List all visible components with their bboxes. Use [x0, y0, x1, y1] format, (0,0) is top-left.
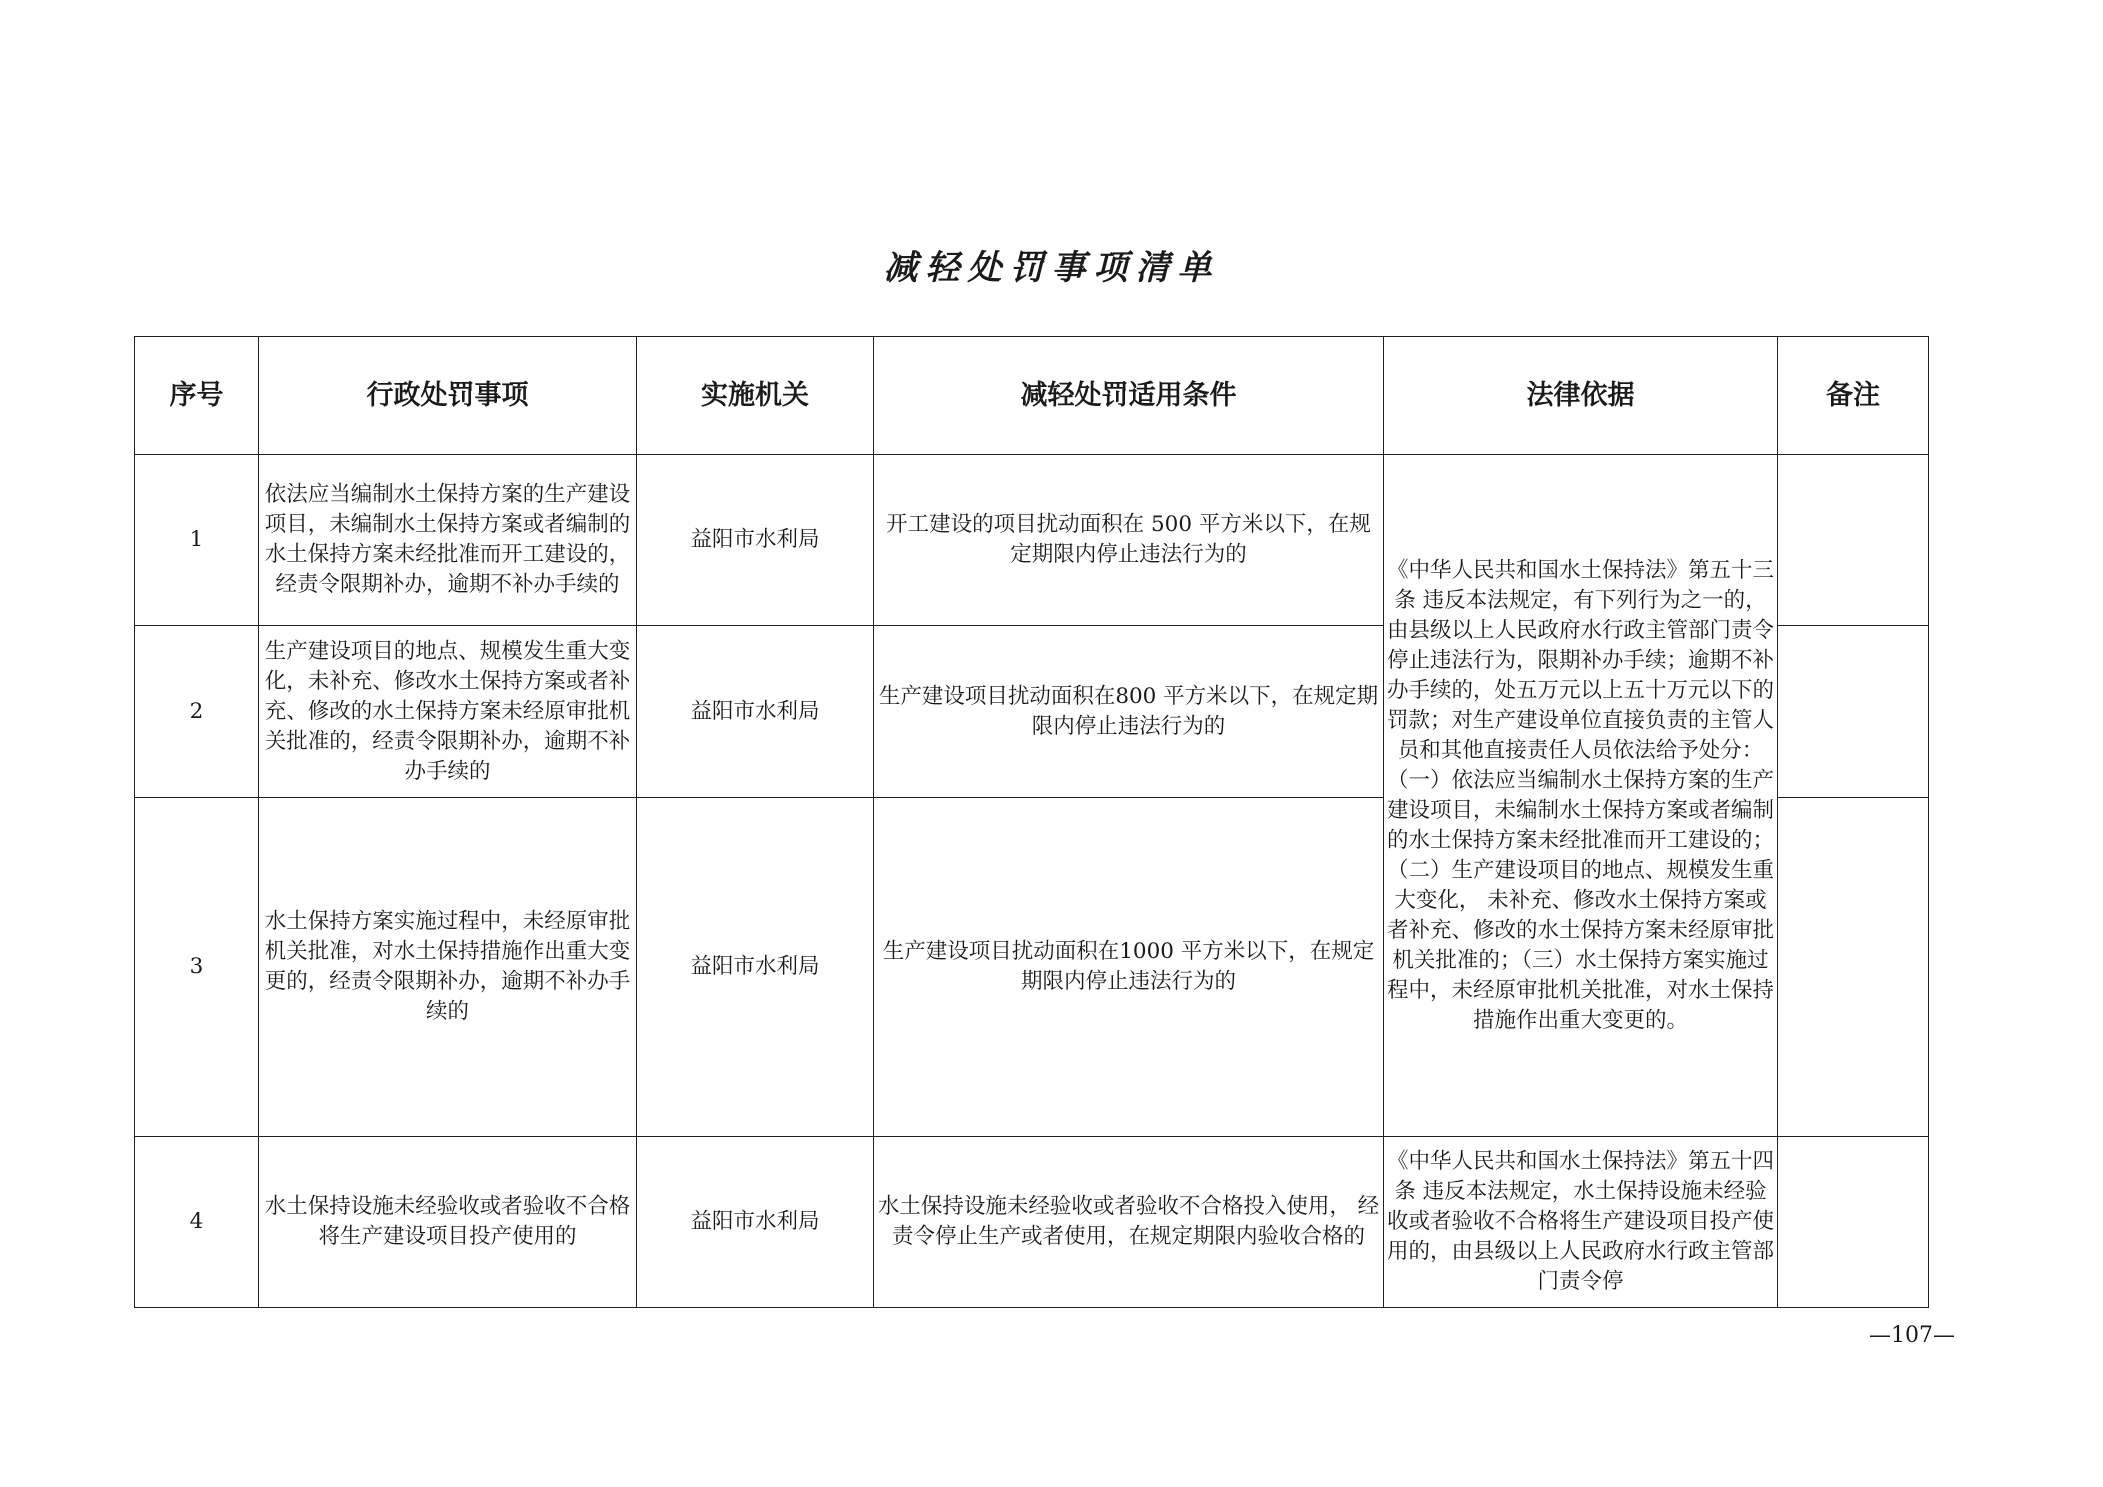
- row-remark: [1778, 1137, 1929, 1308]
- table-header-row: [135, 337, 1929, 455]
- table-row: [135, 1137, 1929, 1308]
- row-remark: [1778, 798, 1929, 1137]
- row-implementing-agency: 益阳市水利局: [637, 455, 874, 626]
- row-penalty-item: 水土保持方案实施过程中，未经原审批机关批准，对水土保持措施作出重大变更的，经责令限期补办，逾期不补办手续的: [259, 798, 637, 1137]
- table-row: [135, 455, 1929, 626]
- row-legal-basis: 《中华人民共和国水土保持法》第五十三条 违反本法规定，有下列行为之一的，由县级以上人民政府水行政主管部门责令停止违法行为，限期补办手续；逾期不补办手续的，处五万元以上五十万元以下的罚款；对生产建设单位直接负责的主管人员和其他直接责任人员依法给予处分：（一）依法应当编制水土保持方案的生产建设项目，未编制水土保持方案或者编制的水土保持方案未经批准而开工建设的；（二）生产建设项目的地点、规模发生重大变化， 未补充、修改水土保持方案或者补充、修改的水土保持方案未经原审批机关批准的；（三）水土保持方案实施过程中，未经原审批机关批准，对水土保持措施作出重大变更的。: [1384, 455, 1778, 1137]
- row-implementing-agency: 益阳市水利局: [637, 1137, 874, 1308]
- row-legal-basis: 《中华人民共和国水土保持法》第五十四条 违反本法规定，水土保持设施未经验收或者验收不合格将生产建设项目投产使用的，由县级以上人民政府水行政主管部门责令停: [1384, 1137, 1778, 1308]
- row-serial-number: 3: [135, 798, 259, 1137]
- row-implementing-agency: 益阳市水利局: [637, 626, 874, 798]
- row-penalty-item: 依法应当编制水土保持方案的生产建设项目，未编制水土保持方案或者编制的水土保持方案未经批准而开工建设的，经责令限期补办，逾期不补办手续的: [259, 455, 637, 626]
- header-remark: 备注: [1778, 337, 1929, 455]
- row-implementing-agency: 益阳市水利局: [637, 798, 874, 1137]
- page-number: —107—: [1869, 1323, 1955, 1348]
- row-mitigation-condition: 生产建设项目扰动面积在1000 平方米以下，在规定期限内停止违法行为的: [874, 798, 1384, 1137]
- header-mitigation-condition: 减轻处罚适用条件: [874, 337, 1384, 455]
- page-title: 减轻处罚事项清单: [883, 248, 1220, 288]
- row-mitigation-condition: 开工建设的项目扰动面积在 500 平方米以下，在规定期限内停止违法行为的: [874, 455, 1384, 626]
- row-penalty-item: 生产建设项目的地点、规模发生重大变化，未补充、修改水土保持方案或者补充、修改的水土保持方案未经原审批机关批准的，经责令限期补办，逾期不补办手续的: [259, 626, 637, 798]
- header-legal-basis: 法律依据: [1384, 337, 1778, 455]
- header-penalty-item: 行政处罚事项: [259, 337, 637, 455]
- row-remark: [1778, 455, 1929, 626]
- row-penalty-item: 水土保持设施未经验收或者验收不合格将生产建设项目投产使用的: [259, 1137, 637, 1308]
- header-implementing-agency: 实施机关: [637, 337, 874, 455]
- row-mitigation-condition: 生产建设项目扰动面积在800 平方米以下，在规定期限内停止违法行为的: [874, 626, 1384, 798]
- row-serial-number: 2: [135, 626, 259, 798]
- row-remark: [1778, 626, 1929, 798]
- row-serial-number: 4: [135, 1137, 259, 1308]
- row-mitigation-condition: 水土保持设施未经验收或者验收不合格投入使用， 经责令停止生产或者使用，在规定期限内验收合格的: [874, 1137, 1384, 1308]
- row-serial-number: 1: [135, 455, 259, 626]
- header-serial-number: 序号: [135, 337, 259, 455]
- penalty-list-table: [134, 336, 1929, 1308]
